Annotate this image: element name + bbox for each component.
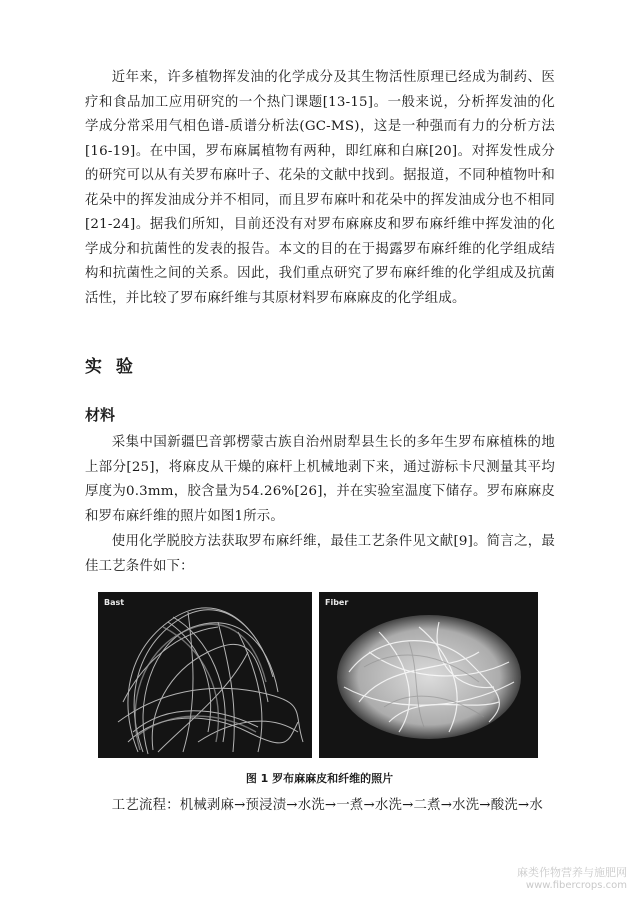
intro-paragraph: 近年来，许多植物挥发油的化学成分及其生物活性原理已经成为制药、医疗和食品加工应用研究的一个热门课题[13-15]。一般来说，分析挥发油的化学成分常采用气相色谱-质谱分析法(GC-MS)，这是一种强而有力的分析方法[16-19]。在中国，罗布麻属植物有两种，即红麻和白麻[20]。对挥发性成分的研究可以从有关罗布麻叶子、花朵的文献中找到。据报道，不同种植物叶和花朵中的挥发油成分并不相同，而且罗布麻叶和花朵中的挥发油成分也不相同[21-24]。据我们所知，目前还没有对罗布麻麻皮和罗布麻纤维中挥发油的化学成分和抗菌性的发表的报告。本文的目的在于揭露罗布麻纤维的化学组成结构和抗菌性之间的关系。因此，我们重点研究了罗布麻纤维的化学组成及抗菌活性，并比较了罗布麻纤维与其原材料罗布麻麻皮的化学组成。 <box>85 70 555 306</box>
site-watermark <box>517 866 627 892</box>
fiber-cluster-image <box>319 592 538 758</box>
process-line: 工艺流程：机械剥麻→预浸渍→水洗→一煮→水洗→二煮→水洗→酸洗→水 <box>111 798 543 813</box>
figure-caption: 图 1 罗布麻麻皮和纤维的照片 <box>245 772 394 785</box>
bast-photo-label: Bast <box>104 598 125 607</box>
fiber-photo-label: Fiber <box>325 598 349 607</box>
fiber-photo <box>319 592 538 758</box>
section-heading: 实 验 <box>85 357 137 377</box>
watermark-url: www.fibercrops.com <box>525 880 627 891</box>
bast-strands-image <box>98 592 312 758</box>
bast-photo <box>98 592 312 758</box>
subsection-heading: 材料 <box>85 406 116 424</box>
watermark-site-name: 麻类作物营养与施肥网 <box>517 866 627 879</box>
materials-paragraph-2: 使用化学脱胶方法获取罗布麻纤维，最佳工艺条件见文献[9]。简言之，最佳工艺条件如下： <box>85 534 555 574</box>
materials-paragraph-1: 采集中国新疆巴音郭楞蒙古族自治州尉犁县生长的多年生罗布麻植株的地上部分[25]，将麻皮从干燥的麻杆上机械地剥下来，通过游标卡尺测量其平均厚度为0.3mm，胶含量为54.26%[26]，并在实验室温度下储存。罗布麻麻皮和罗布麻纤维的照片如图1所示。 <box>85 435 555 524</box>
